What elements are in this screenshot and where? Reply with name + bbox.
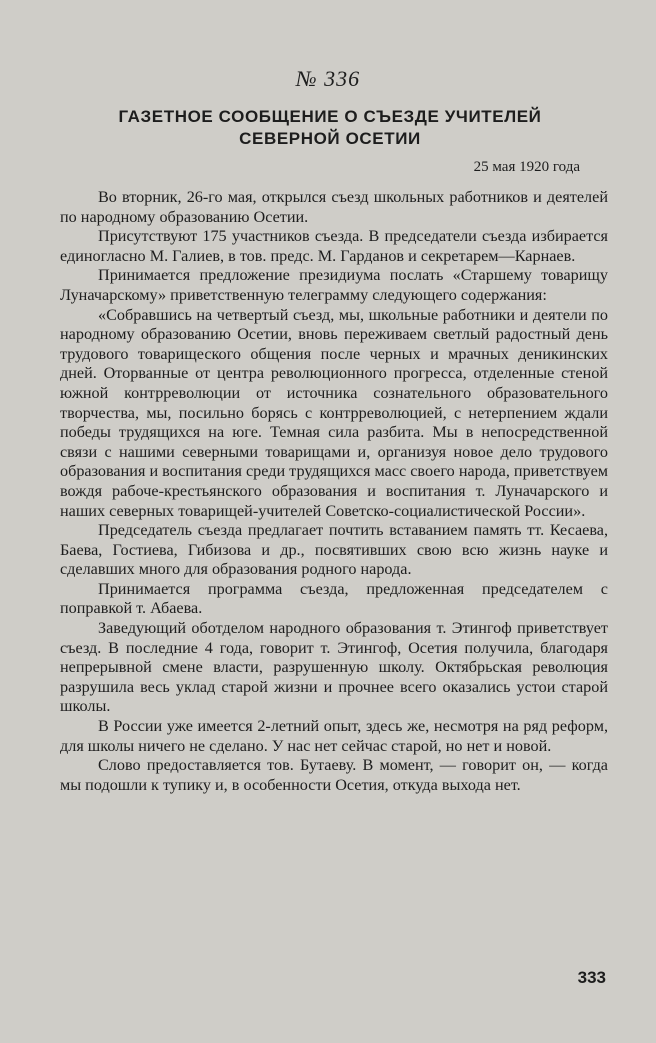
paragraph: Принимается программа съезда, предложенная председателем с поправкой т. Абаева. bbox=[60, 579, 608, 618]
paragraph: Присутствуют 175 участников съезда. В председатели съезда избирается единогласно М. Галиев, в тов. предс. М. Гарданов и секретарем—Карнаев. bbox=[60, 227, 608, 265]
document-title-line-1: ГАЗЕТНОЕ СООБЩЕНИЕ О СЪЕЗДЕ УЧИТЕЛЕЙ bbox=[118, 107, 542, 126]
page-number: 333 bbox=[577, 968, 606, 987]
paragraph: Принимается предложение президиума послать «Старшему товарищу Луначарскому» приветственную телеграмму следующего содержания: bbox=[60, 266, 608, 304]
document-number: № 336 bbox=[295, 66, 361, 91]
paragraph: «Собравшись на четвертый съезд, мы, школьные работники и деятели по народному образованию Осетии, вновь переживаем светлый радостный день трудового товарищеского общения после черных и мрачных деникинских дней. Оторванные от центра революционного прогресса, отделенные стеной южной контрреволюции от источника сознательного образовательного творчества, мы, посильно борясь с контрреволюцией, с нетерпением ждали победы трудящихся на юге. Темная сила разбита. Мы в непосредственной связи с нашими северными товарищами и, организуя новое дело трудового образования и воспитания среди трудящихся масс своего народа, приветствуем вождя рабоче-крестьянского образования и воспитания т. Луначарского и наших северных товарищей-учителей Советско-социалистической России». bbox=[60, 305, 608, 520]
document-date: 25 мая 1920 года bbox=[473, 159, 580, 175]
paragraph: Слово предоставляется тов. Бутаеву. В момент, — говорит он, — когда мы подошли к тупику и, в особенности Осетия, откуда выхода нет. bbox=[60, 756, 608, 794]
document-title-line-2: СЕВЕРНОЙ ОСЕТИИ bbox=[239, 129, 421, 148]
paragraph: Заведующий оботделом народного образования т. Этингоф приветствует съезд. В последние 4 года, говорит т. Этингоф, Осетия получила, благодаря непрерывной смене власти, разрушенную школу. Октябрьская революция разрушила весь уклад старой жизни и прочнее всего оказались устои старой школы. bbox=[60, 619, 608, 716]
paragraph: Во вторник, 26-го мая, открылся съезд школьных работников и деятелей по народному образованию Осетии. bbox=[60, 188, 608, 226]
document-body bbox=[60, 188, 608, 795]
paragraph: Председатель съезда предлагает почтить вставанием память тт. Кесаева, Баева, Гостиева, Гибизова и др., посвятивших свою всю жизнь науке и сделавших много для образования родного народа. bbox=[60, 521, 608, 579]
paragraph: В России уже имеется 2-летний опыт, здесь же, несмотря на ряд реформ, для школы ничего не сделано. У нас нет сейчас старой, но нет и новой. bbox=[60, 717, 608, 755]
document-title bbox=[60, 106, 600, 150]
